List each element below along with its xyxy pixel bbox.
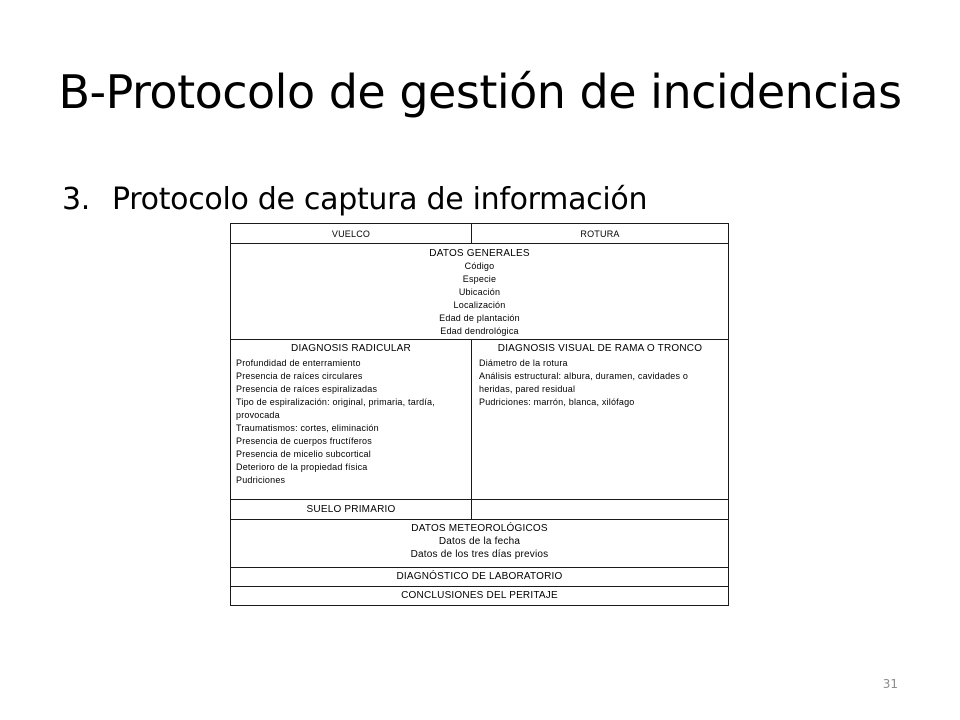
suelo-primario-row [231, 500, 728, 520]
list-item: Pudriciones: marrón, blanca, xilófago [479, 397, 635, 407]
header-rotura: ROTURA [580, 229, 620, 239]
list-item: Presencia de raíces espiralizadas [236, 384, 378, 394]
datos-meteorologicos-item: Datos de los tres días previos [410, 549, 549, 560]
diagnosis-visual-cell [472, 340, 728, 499]
list-item: Pudriciones [236, 475, 286, 485]
datos-meteorologicos-title: DATOS METEOROLÓGICOS [411, 523, 548, 534]
datos-generales-item: Especie [462, 274, 497, 284]
datos-generales-item: Ubicación [458, 287, 501, 297]
list-item: Profundidad de enterramiento [236, 358, 361, 368]
diagnostico-laboratorio-row: DIAGNÓSTICO DE LABORATORIO [231, 568, 728, 587]
list-item: Análisis estructural: albura, duramen, cavidades o [479, 371, 689, 381]
list-item: heridas, pared residual [479, 384, 576, 394]
suelo-primario-title: SUELO PRIMARIO [231, 500, 472, 519]
diagnosis-radicular-list [231, 355, 471, 487]
list-item: Tipo de espiralización: original, primaria, tardía, [236, 397, 435, 407]
diagnosis-radicular-cell [231, 340, 472, 499]
datos-generales-section [231, 244, 728, 340]
conclusiones-row: CONCLUSIONES DEL PERITAJE [401, 590, 558, 601]
list-item: Presencia de raíces circulares [236, 371, 363, 381]
diagnosis-visual-list [472, 355, 728, 409]
list-item: Presencia de micelio subcortical [236, 449, 371, 459]
diagnosis-radicular-title: DIAGNOSIS RADICULAR [291, 343, 411, 354]
list-item: Traumatismos: cortes, eliminación [236, 423, 379, 433]
datos-generales-item: Código [464, 261, 495, 271]
list-item [62, 175, 647, 225]
protocol-table [230, 223, 729, 606]
table-header-row [231, 224, 728, 244]
slide-title: B-Protocolo de gestión de incidencias [58, 65, 902, 119]
header-vuelco: VUELCO [231, 224, 472, 243]
list-item-text: Protocolo de captura de información [112, 182, 648, 217]
diagnosis-row [231, 340, 728, 500]
datos-generales-title: DATOS GENERALES [429, 248, 530, 259]
list-item: Deterioro de la propiedad física [236, 462, 368, 472]
datos-meteorologicos-item: Datos de la fecha [438, 536, 521, 547]
suelo-primario-empty-cell [472, 500, 728, 519]
page-number: 31 [882, 677, 898, 691]
list-item: Diámetro de la rotura [479, 358, 568, 368]
datos-generales-item: Edad dendrológica [440, 326, 519, 336]
datos-meteorologicos-section [231, 520, 728, 568]
datos-generales-item: Edad de plantación [439, 313, 520, 323]
diagnosis-visual-title: DIAGNOSIS VISUAL DE RAMA O TRONCO [497, 343, 703, 354]
list-item-number: 3. [62, 182, 91, 217]
datos-generales-item: Localización [453, 300, 506, 310]
list-item: provocada [236, 410, 280, 420]
list-item: Presencia de cuerpos fructíferos [236, 436, 372, 446]
